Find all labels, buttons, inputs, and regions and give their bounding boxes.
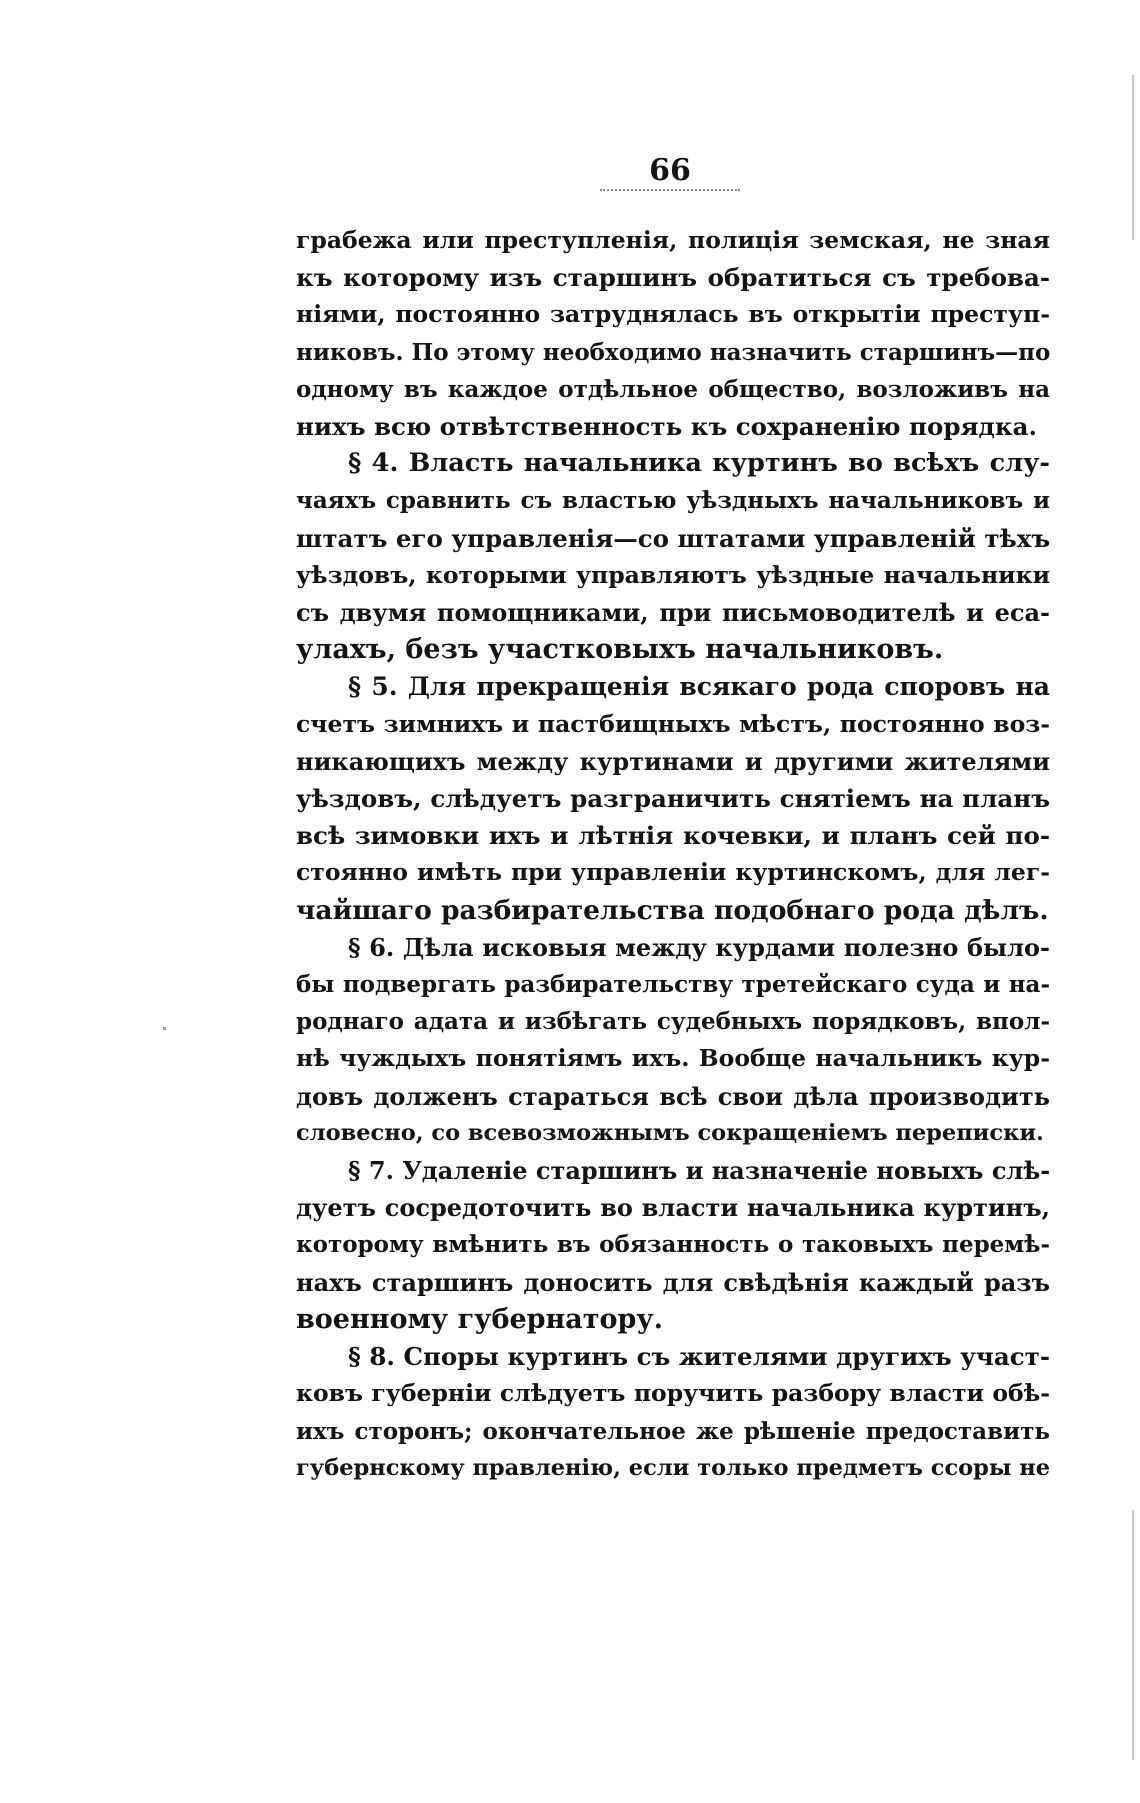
text-line: бы подвергать разбирательству третейскаго суда и на- xyxy=(296,971,1050,999)
text-line: уѣздовъ, слѣдуетъ разграничить снятіемъ на планъ xyxy=(296,784,1050,814)
text-line: улахъ, безъ участковыхъ начальниковъ. xyxy=(296,634,944,666)
text-line: никовъ. По этому необходимо назначить старшинъ—по xyxy=(296,338,1051,366)
text-line: § 5. Для прекращенія всякаго рода споровъ на xyxy=(348,672,1050,702)
text-line: одному въ каждое отдѣльное общество, возложивъ на xyxy=(296,375,1050,403)
page-text xyxy=(296,222,1050,1487)
text-line: § 8. Споры куртинъ съ жителями другихъ участ- xyxy=(348,1342,1050,1372)
text-line: § 6. Дѣла исковыя между курдами полезно было- xyxy=(348,932,1050,962)
scan-edge-upper xyxy=(1132,75,1134,240)
text-line: чаяхъ сравнить съ властью уѣздныхъ начальниковъ и xyxy=(296,487,1050,515)
text-line: ніями, постоянно затруднялась въ открытіи преступ- xyxy=(296,300,1050,329)
text-line: которому вмѣнить въ обязанность о таковыхъ перемѣ- xyxy=(296,1231,1050,1259)
text-line: ихъ сторонъ; окончательное же рѣшеніе предоставить xyxy=(296,1417,1050,1445)
text-line: довъ долженъ стараться всѣ свои дѣла производить xyxy=(296,1081,1050,1111)
text-line: уѣздовъ, которыми управляютъ уѣздные начальники xyxy=(296,560,1050,589)
text-line: чайшаго разбирательства подобнаго рода дѣлъ. xyxy=(296,894,1049,926)
scan-edge-lower xyxy=(1132,1510,1134,1760)
text-line: стоянно имѣть при управленіи куртинскомъ, для лег- xyxy=(296,858,1050,887)
text-line: губернскому правленію, если только предметъ ссоры не xyxy=(296,1454,1051,1481)
text-line: словесно, со всевозможнымъ сокращеніемъ переписки. xyxy=(296,1119,1044,1146)
text-line: дуетъ сосредоточить во власти начальника куртинъ, xyxy=(296,1193,1050,1223)
text-line: никающихъ между куртинами и другими жителями xyxy=(296,746,1050,776)
text-line: всѣ зимовки ихъ и лѣтнія кочевки, и планъ сей по- xyxy=(296,821,1050,851)
text-line: счетъ зимнихъ и пастбищныхъ мѣстъ, постоянно воз- xyxy=(296,709,1050,738)
text-line: § 4. Власть начальника куртинъ во всѣхъ слу- xyxy=(348,448,1050,479)
text-line: съ двумя помощниками, при письмоводителѣ и еса- xyxy=(296,598,1050,628)
text-line: грабежа или преступленія, полиція земская, не зная xyxy=(296,226,1050,254)
text-line: къ которому изъ старшинъ обратиться съ требова- xyxy=(296,263,1050,293)
page-number-ornament xyxy=(600,189,740,197)
text-line: нѣ чуждыхъ понятіямъ ихъ. Вообще начальникъ кур- xyxy=(296,1044,1050,1073)
text-line: нахъ старшинъ доносить для свѣдѣнія каждый разъ xyxy=(296,1267,1050,1297)
text-line: военному губернатору. xyxy=(296,1303,664,1335)
text-line: нихъ всю отвѣтственность къ сохраненію порядка. xyxy=(296,412,1037,442)
text-line: ковъ губерніи слѣдуетъ поручить разбору власти обѣ- xyxy=(296,1379,1050,1408)
text-line: штатъ его управленія—со штатами управленій тѣхъ xyxy=(296,523,1051,553)
text-line: роднаго адата и избѣгать судебныхъ порядковъ, впол- xyxy=(296,1008,1050,1036)
text-line: § 7. Удаленіе старшинъ и назначеніе новыхъ слѣ- xyxy=(348,1156,1051,1186)
scan-speck xyxy=(163,1027,166,1030)
page-number: 66 xyxy=(649,153,691,188)
